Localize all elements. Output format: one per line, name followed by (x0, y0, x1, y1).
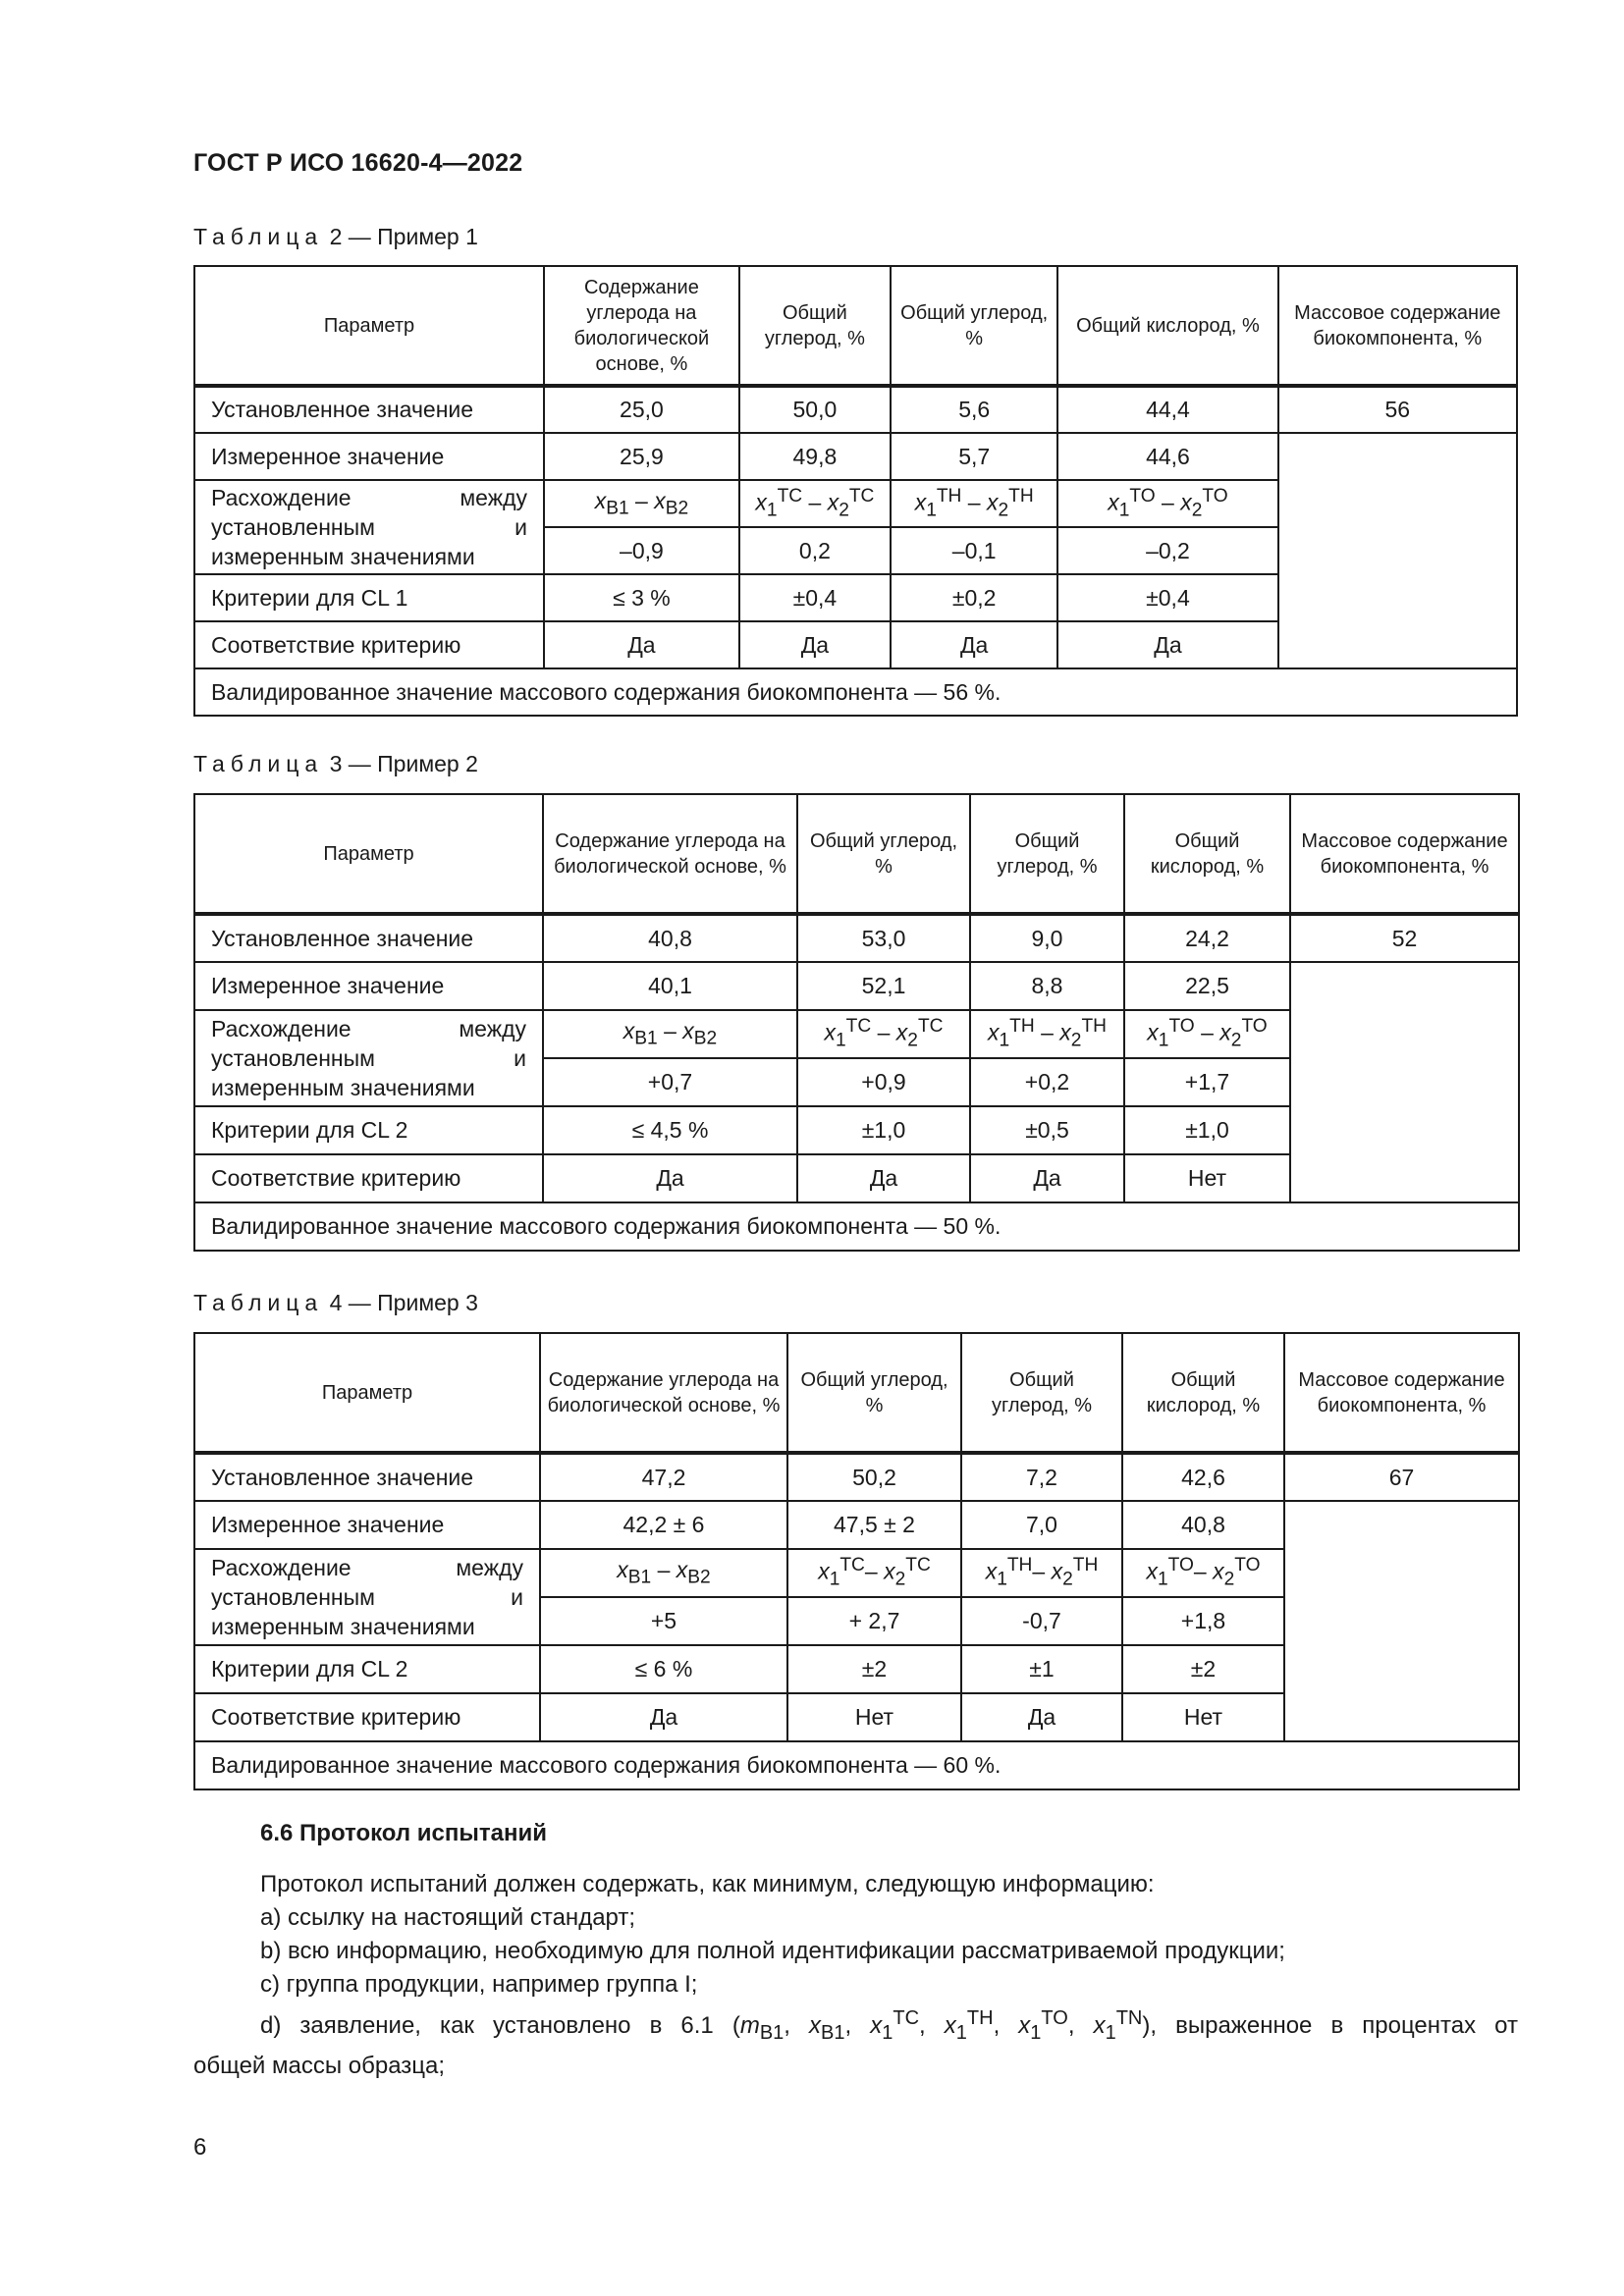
table-row: +0,7 +0,9 +0,2 +1,7 (194, 1058, 1519, 1106)
formula-th: $x_1^{TH} - x_2^{TH}$ (891, 480, 1057, 527)
table-row: Соответствие критерию Да Да Да Да (194, 621, 1517, 668)
page-number: 6 (193, 2134, 207, 2161)
list-item-b: b) всю информацию, необходимую для полной идентификации рассматриваемой продукции; (260, 1938, 1285, 1964)
col-header-total-hydrogen: Общий углерод, % (891, 266, 1057, 386)
table-2 (193, 265, 1518, 717)
formula-bio: $x_{B1} - x_{B2}$ (540, 1549, 787, 1597)
col-header-total-carbon: Общий углерод, % (787, 1333, 961, 1453)
table-row: Критерии для CL 2 ≤ 6 % ±2 ±1 ±2 (194, 1645, 1519, 1693)
col-header-total-carbon: Общий углерод, % (797, 794, 970, 914)
table-row: Измеренное значение 42,2 ± 6 47,5 ± 2 7,0 40,8 (194, 1501, 1519, 1549)
empty-merged-cell (1290, 962, 1519, 1202)
col-header-mass-content: Массовое содержание биокомпонента, % (1284, 1333, 1519, 1453)
col-header-total-hydrogen: Общий углерод, % (961, 1333, 1122, 1453)
empty-merged-cell (1278, 433, 1517, 668)
table-row: Установленное значение 47,2 50,2 7,2 42,6 67 (194, 1453, 1519, 1501)
table-row: Измеренное значение 25,9 49,8 5,7 44,6 (194, 433, 1517, 480)
col-header-bio-carbon: Содержание углерода на биологической основе, % (540, 1333, 787, 1453)
formula-th: $x_1^{TH} - x_2^{TH}$ (970, 1010, 1124, 1058)
table-row: Критерии для CL 1 ≤ 3 % ±0,4 ±0,2 ±0,4 (194, 574, 1517, 621)
table-2-caption: Таблица 2 — Пример 1 (193, 224, 478, 249)
table-4 (193, 1332, 1520, 1790)
empty-merged-cell (1284, 1501, 1519, 1741)
table-3 (193, 793, 1520, 1252)
table-row: Установленное значение 25,0 50,0 5,6 44,4 56 (194, 386, 1517, 433)
table-4-caption: Таблица 4 — Пример 3 (193, 1290, 478, 1315)
col-header-param: Параметр (194, 1333, 540, 1453)
col-header-mass-content: Массовое содержание биокомпонента, % (1290, 794, 1519, 914)
col-header-total-oxygen: Общий кислород, % (1124, 794, 1290, 914)
col-header-bio-carbon: Содержание углерода на биологической основе, % (544, 266, 739, 386)
formula-bio: $x_{B1} - x_{B2}$ (543, 1010, 797, 1058)
formula-tc: $x_1^{TC} - x_2^{TC}$ (797, 1010, 970, 1058)
col-header-total-oxygen: Общий кислород, % (1057, 266, 1277, 386)
paragraph-intro: Протокол испытаний должен содержать, как минимум, следующую информацию: (260, 1871, 1155, 1897)
table-row: Измеренное значение 40,1 52,1 8,8 22,5 (194, 962, 1519, 1010)
section-title: 6.6 Протокол испытаний (260, 1820, 547, 1846)
col-header-total-carbon: Общий углерод, % (739, 266, 891, 386)
formula-tc: $x_1^{TC} - x_2^{TC}$ (739, 480, 891, 527)
formula-to: $x_1^{TO} - x_2^{TO}$ (1124, 1010, 1290, 1058)
table-row: Соответствие критерию Да Да Да Нет (194, 1154, 1519, 1202)
formula-to: $x_1^{TO}-$ $x_2^{TO}$ (1122, 1549, 1284, 1597)
list-item-d-continuation: общей массы образца; (193, 2052, 446, 2079)
table-footer-row: Валидированное значение массового содержания биокомпонента — 56 %. (194, 668, 1517, 716)
table-footer-row: Валидированное значение массового содержания биокомпонента — 50 %. (194, 1202, 1519, 1251)
table-row: +5 + 2,7 -0,7 +1,8 (194, 1597, 1519, 1645)
col-header-mass-content: Массовое содержание биокомпонента, % (1278, 266, 1517, 386)
col-header-bio-carbon: Содержание углерода на биологической основе, % (543, 794, 797, 914)
section-body (193, 1868, 1518, 2083)
col-header-total-hydrogen: Общий углерод, % (970, 794, 1124, 914)
table-row: Расхождение между установленным и измеренным значениями $x_{B1} - x_{B2}$ $x_1^{TC} - x_2^{TC}$ $x_1^{TH} - x_2^{TH}$ $x_1^{TO} - x_2^{TO}$ (194, 480, 1517, 527)
table-row: –0,9 0,2 –0,1 –0,2 (194, 527, 1517, 574)
table-footer-row: Валидированное значение массового содержания биокомпонента — 60 %. (194, 1741, 1519, 1789)
formula-bio: $x_{B1} - x_{B2}$ (544, 480, 739, 527)
table-row: Критерии для CL 2 ≤ 4,5 % ±1,0 ±0,5 ±1,0 (194, 1106, 1519, 1154)
list-item-a: a) ссылку на настоящий стандарт; (260, 1904, 636, 1931)
formula-to: $x_1^{TO} - x_2^{TO}$ (1057, 480, 1277, 527)
table-row: Расхождение между установленным и измеренным значениями $x_{B1} - x_{B2}$ $x_1^{TC}-$ $x_2^{TC}$ $x_1^{TH}-$ $x_2^{TH}$ $x_1^{TO}-$ $x_2^{TO}$ (194, 1549, 1519, 1597)
col-header-total-oxygen: Общий кислород, % (1122, 1333, 1284, 1453)
table-row: Расхождение между установленным и измеренным значениями $x_{B1} - x_{B2}$ $x_1^{TC} - x_2^{TC}$ $x_1^{TH} - x_2^{TH}$ $x_1^{TO} - x_2^{TO}$ (194, 1010, 1519, 1058)
list-item-c: c) группа продукции, например группа I; (260, 1971, 698, 1998)
document-header: ГОСТ Р ИСО 16620-4—2022 (193, 149, 523, 177)
col-header-param: Параметр (194, 266, 544, 386)
table-row: Установленное значение 40,8 53,0 9,0 24,2 52 (194, 914, 1519, 962)
col-header-param: Параметр (194, 794, 543, 914)
formula-tc: $x_1^{TC}-$ $x_2^{TC}$ (787, 1549, 961, 1597)
list-item-d: d) заявление, как установлено в 6.1 ($m_{B1}$, $x_{B1}$, $x_1^{TC}$, $x_1^{TH}$, $x_1^{TO}$, $x_1^{TN}$), выраженное в процентах от (260, 2007, 1518, 2044)
table-3-caption: Таблица 3 — Пример 2 (193, 751, 478, 776)
table-row: Соответствие критерию Да Нет Да Нет (194, 1693, 1519, 1741)
formula-th: $x_1^{TH}-$ $x_2^{TH}$ (961, 1549, 1122, 1597)
